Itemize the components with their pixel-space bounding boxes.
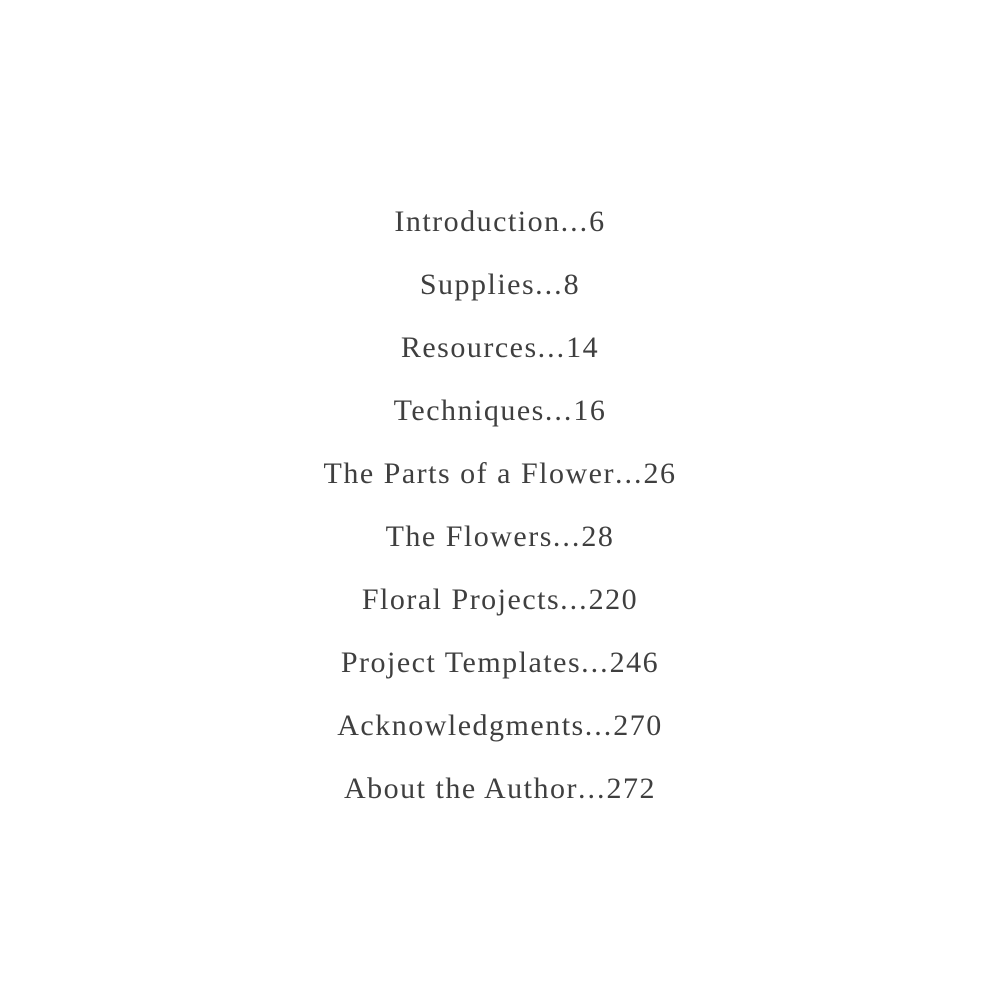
toc-entry-title: Resources	[400, 331, 538, 364]
toc-entry-page: 14	[566, 331, 600, 364]
toc-entry	[0, 505, 1000, 568]
toc-entry-dots: ...	[560, 583, 589, 616]
toc-entry-page: 16	[573, 394, 607, 427]
toc-entry-title: Acknowledgments	[337, 709, 585, 742]
toc-entry-page: 8	[563, 268, 581, 301]
toc-entry-dots: ...	[535, 268, 564, 301]
toc-entry-title: Floral Projects	[361, 583, 561, 616]
toc-entry-title: About the Author	[344, 772, 578, 805]
toc-entry	[0, 379, 1000, 442]
toc-entry	[0, 253, 1000, 316]
toc-entry-dots: ...	[552, 520, 582, 553]
toc-entry-title: Techniques	[393, 394, 545, 427]
toc-entry-title: Introduction	[394, 205, 561, 238]
toc-entry	[0, 442, 1000, 505]
toc-entry-dots: ...	[581, 646, 610, 679]
toc-entry-title: The Parts of a Flower	[323, 457, 615, 490]
toc-entry	[0, 190, 1000, 253]
toc-entry-dots: ...	[614, 457, 644, 490]
toc-entry	[0, 694, 1000, 757]
toc-entry-dots: ...	[544, 394, 574, 427]
toc-entry	[0, 316, 1000, 379]
toc-entry-dots: ...	[560, 205, 590, 238]
toc-entry-title: The Flowers	[385, 520, 553, 553]
toc-entry-title: Supplies	[419, 268, 536, 301]
toc-entry-page: 28	[581, 520, 615, 553]
toc-entry-dots: ...	[537, 331, 567, 364]
toc-entry-page: 26	[643, 457, 677, 490]
toc-entry-page: 272	[606, 772, 656, 805]
toc-entry	[0, 631, 1000, 694]
toc-entry-dots: ...	[584, 709, 614, 742]
toc-entry-dots: ...	[578, 772, 607, 805]
toc-entry-page: 220	[588, 583, 639, 616]
toc-entry-page: 270	[613, 709, 663, 742]
toc-entry-page: 246	[609, 646, 660, 679]
toc-entry-title: Project Templates	[340, 646, 582, 679]
toc-entry-page: 6	[589, 205, 606, 238]
table-of-contents	[0, 190, 1000, 820]
toc-entry	[0, 568, 1000, 631]
toc-entry	[0, 757, 1000, 820]
